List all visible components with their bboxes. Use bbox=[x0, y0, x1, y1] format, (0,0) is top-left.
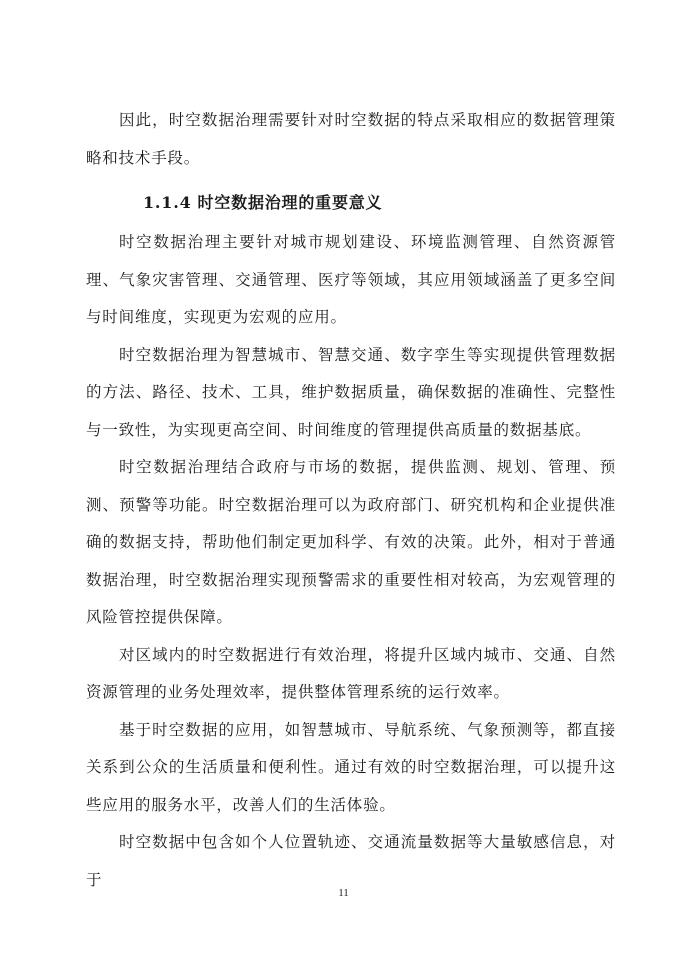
paragraph-3: 时空数据治理结合政府与市场的数据，提供监测、规划、管理、预测、预警等功能。时空数据治理可以为政府部门、研究机构和企业提供准确的数据支持，帮助他们制定更加科学、有效的决策。此外，相对于普通数据治理，时空数据治理实现预警需求的重要性相对较高，为宏观管理的风险管控提供保障。 bbox=[86, 458, 616, 626]
intro-block bbox=[86, 102, 616, 177]
paragraph-4: 对区域内的时空数据进行有效治理，将提升区域内城市、交通、自然资源管理的业务处理效率，提供整体管理系统的运行效率。 bbox=[86, 645, 616, 701]
page-number: 11 bbox=[338, 887, 349, 899]
paragraph-2: 时空数据治理为智慧城市、智慧交通、数字孪生等实现提供管理数据的方法、路径、技术、工具，维护数据质量，确保数据的准确性、完整性与一致性，为实现更高空间、时间维度的管理提供高质量的数据基底。 bbox=[86, 345, 616, 439]
paragraph-6: 时空数据中包含如个人位置轨迹、交通流量数据等大量敏感信息，对于 bbox=[86, 833, 616, 889]
paragraph-5: 基于时空数据的应用，如智慧城市、导航系统、气象预测等，都直接关系到公众的生活质量和便利性。通过有效的时空数据治理，可以提升这些应用的服务水平，改善人们的生活体验。 bbox=[86, 720, 616, 814]
section-heading bbox=[143, 190, 382, 213]
intro-paragraph: 因此，时空数据治理需要针对时空数据的特点采取相应的数据管理策略和技术手段。 bbox=[86, 111, 616, 167]
body-text bbox=[86, 224, 616, 899]
section-number: 1.1.4 bbox=[143, 193, 192, 212]
paragraph-1: 时空数据治理主要针对城市规划建设、环境监测管理、自然资源管理、气象灾害管理、交通管理、医疗等领域，其应用领域涵盖了更多空间与时间维度，实现更为宏观的应用。 bbox=[86, 233, 616, 326]
section-title: 时空数据治理的重要意义 bbox=[197, 193, 383, 212]
